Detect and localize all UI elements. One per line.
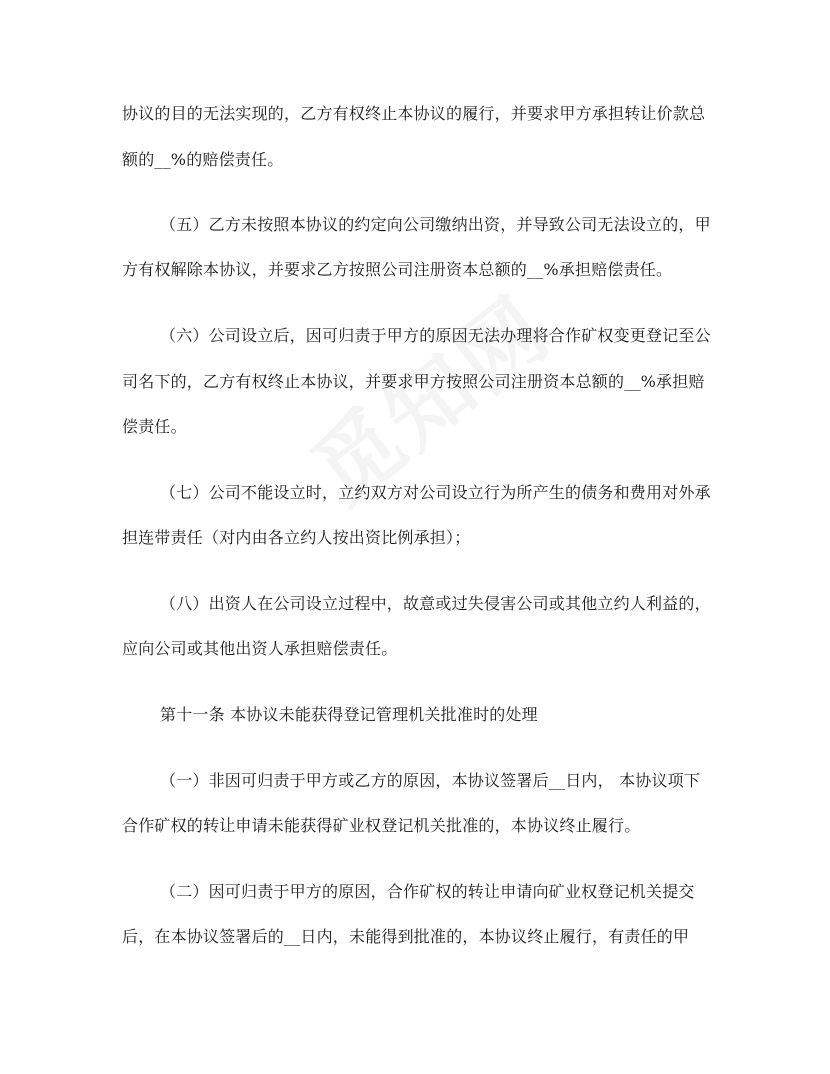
- article-11-heading: 第十一条 本协议未能获得登记管理机关批准时的处理: [160, 705, 538, 724]
- text-line: 额的__%的赔偿责任。: [122, 150, 284, 169]
- text-line: 应向公司或其他出资人承担赔偿责任。: [122, 639, 398, 658]
- text-line: 担连带责任（对内由各立约人按出资比例承担）；: [122, 528, 471, 547]
- clause-6-line: （六）公司设立后，因可归责于甲方的原因无法办理将合作矿权变更登记至公: [160, 326, 711, 345]
- text-line: 方有权解除本协议，并要求乙方按照公司注册资本总额的__%承担赔偿责任。: [122, 260, 673, 279]
- text-line: 后，在本协议签署后的__日内，未能得到批准的，本协议终止履行，有责任的甲: [122, 927, 690, 946]
- clause-2-line: （二）因可归责于甲方的原因，合作矿权的转让申请向矿业权登记机关提交: [160, 882, 695, 901]
- clause-8-line: （八）出资人在公司设立过程中，故意或过失侵害公司或其他立约人利益的，: [160, 594, 711, 613]
- clause-7-line: （七）公司不能设立时，立约双方对公司设立行为所产生的债务和费用对外承: [160, 483, 711, 502]
- clause-1-line: （一）非因可归责于甲方或乙方的原因，本协议签署后__日内， 本协议项下: [160, 771, 701, 790]
- clause-5-line: （五）乙方未按照本协议的约定向公司缴纳出资，并导致公司无法设立的，甲: [160, 215, 711, 234]
- text-line: 偿责任。: [122, 417, 187, 436]
- text-line: 司名下的，乙方有权终止本协议，并要求甲方按照公司注册资本总额的__%承担赔: [122, 372, 705, 391]
- text-line: 协议的目的无法实现的，乙方有权终止本协议的履行，并要求甲方承担转让价款总: [122, 104, 706, 123]
- text-line: 合作矿权的转让申请未能获得矿业权登记机关批准的，本协议终止履行。: [122, 816, 641, 835]
